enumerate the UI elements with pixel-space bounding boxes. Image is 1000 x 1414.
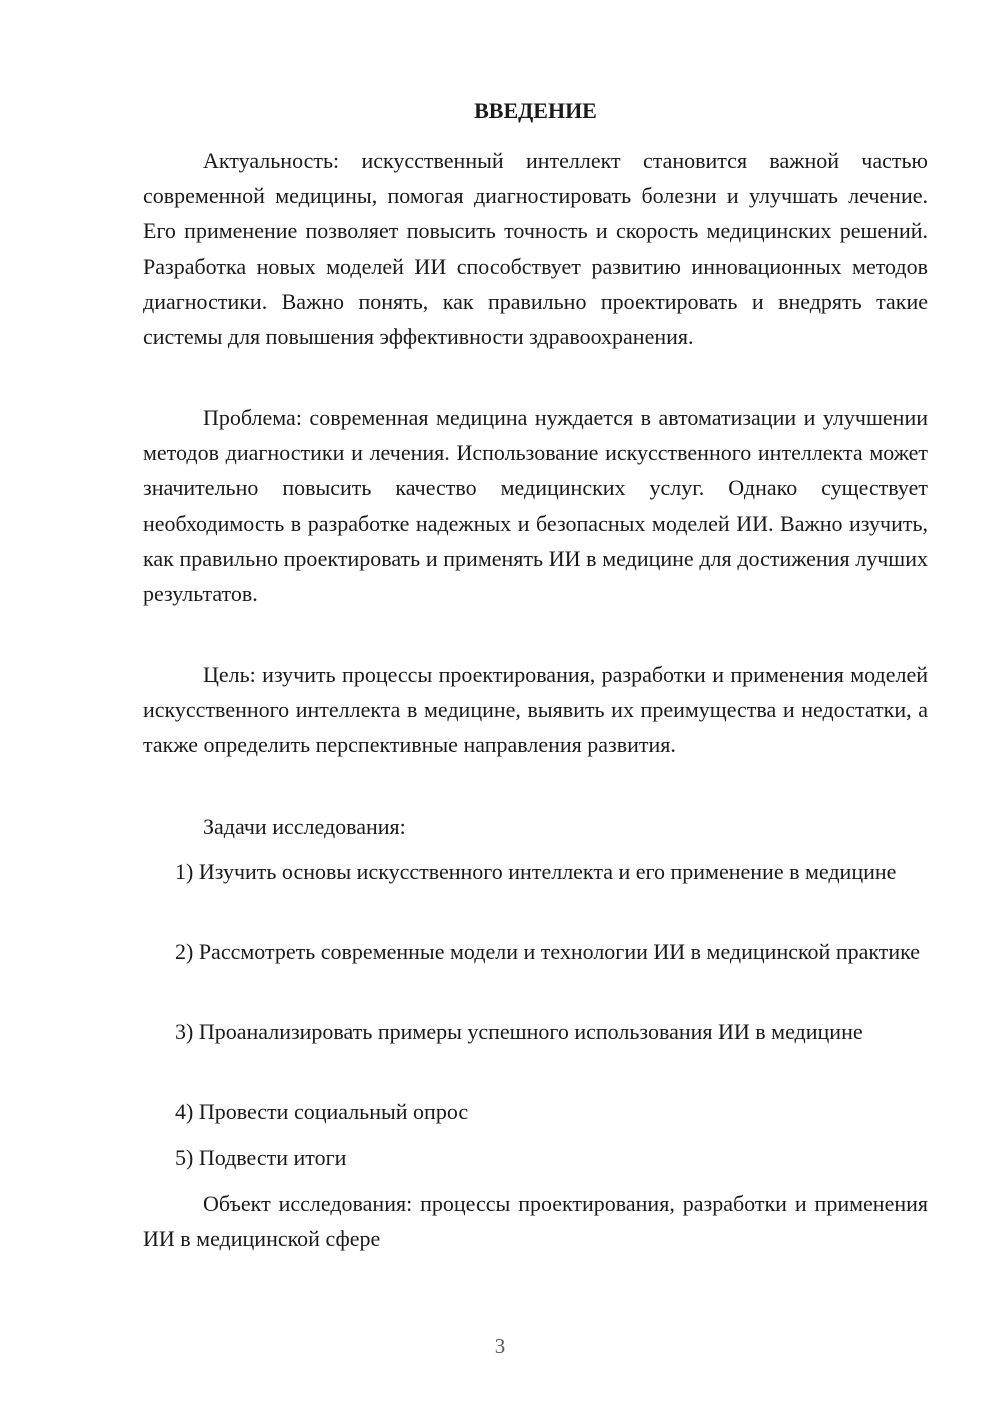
page-title: ВВЕДЕНИЕ <box>474 98 597 123</box>
paragraph-problem: Проблема: современная медицина нуждается в автоматизации и улучшении методов диагностики и лечения. Использование искусственного интеллекта может значительно повысить качество медицинских услуг. Однако существует необходимость в разработке надежных и безопасных моделей ИИ. Важно изучить, как правильно проектировать и применять ИИ в медицине для достижения лучших результатов. <box>143 405 928 607</box>
task-item-1: 1) Изучить основы искусственного интеллекта и его применение в медицине <box>175 859 897 884</box>
task-item-5: 5) Подвести итоги <box>175 1145 347 1170</box>
paragraph-relevance: Актуальность: искусственный интеллект становится важной частью современной медицины, помогая диагностировать болезни и улучшать лечение. Его применение позволяет повысить точность и скорость медицинских решений. Разработка новых моделей ИИ способствует развитию инновационных методов диагностики. Важно понять, как правильно проектировать и внедрять такие системы для повышения эффективности здравоохранения. <box>143 148 928 350</box>
tasks-heading: Задачи исследования: <box>203 814 406 839</box>
task-item-4: 4) Провести социальный опрос <box>175 1099 469 1124</box>
paragraph-object: Объект исследования: процессы проектирования, разработки и применения ИИ в медицинской сфере <box>143 1191 928 1252</box>
page-number: 3 <box>494 1334 506 1358</box>
task-item-3: 3) Проанализировать примеры успешного использования ИИ в медицине <box>175 1019 863 1044</box>
task-item-2: 2) Рассмотреть современные модели и технологии ИИ в медицинской практике <box>175 939 921 964</box>
paragraph-goal: Цель: изучить процессы проектирования, разработки и применения моделей искусственного интеллекта в медицине, выявить их преимущества и недостатки, а также определить перспективные направления развития. <box>143 662 928 758</box>
